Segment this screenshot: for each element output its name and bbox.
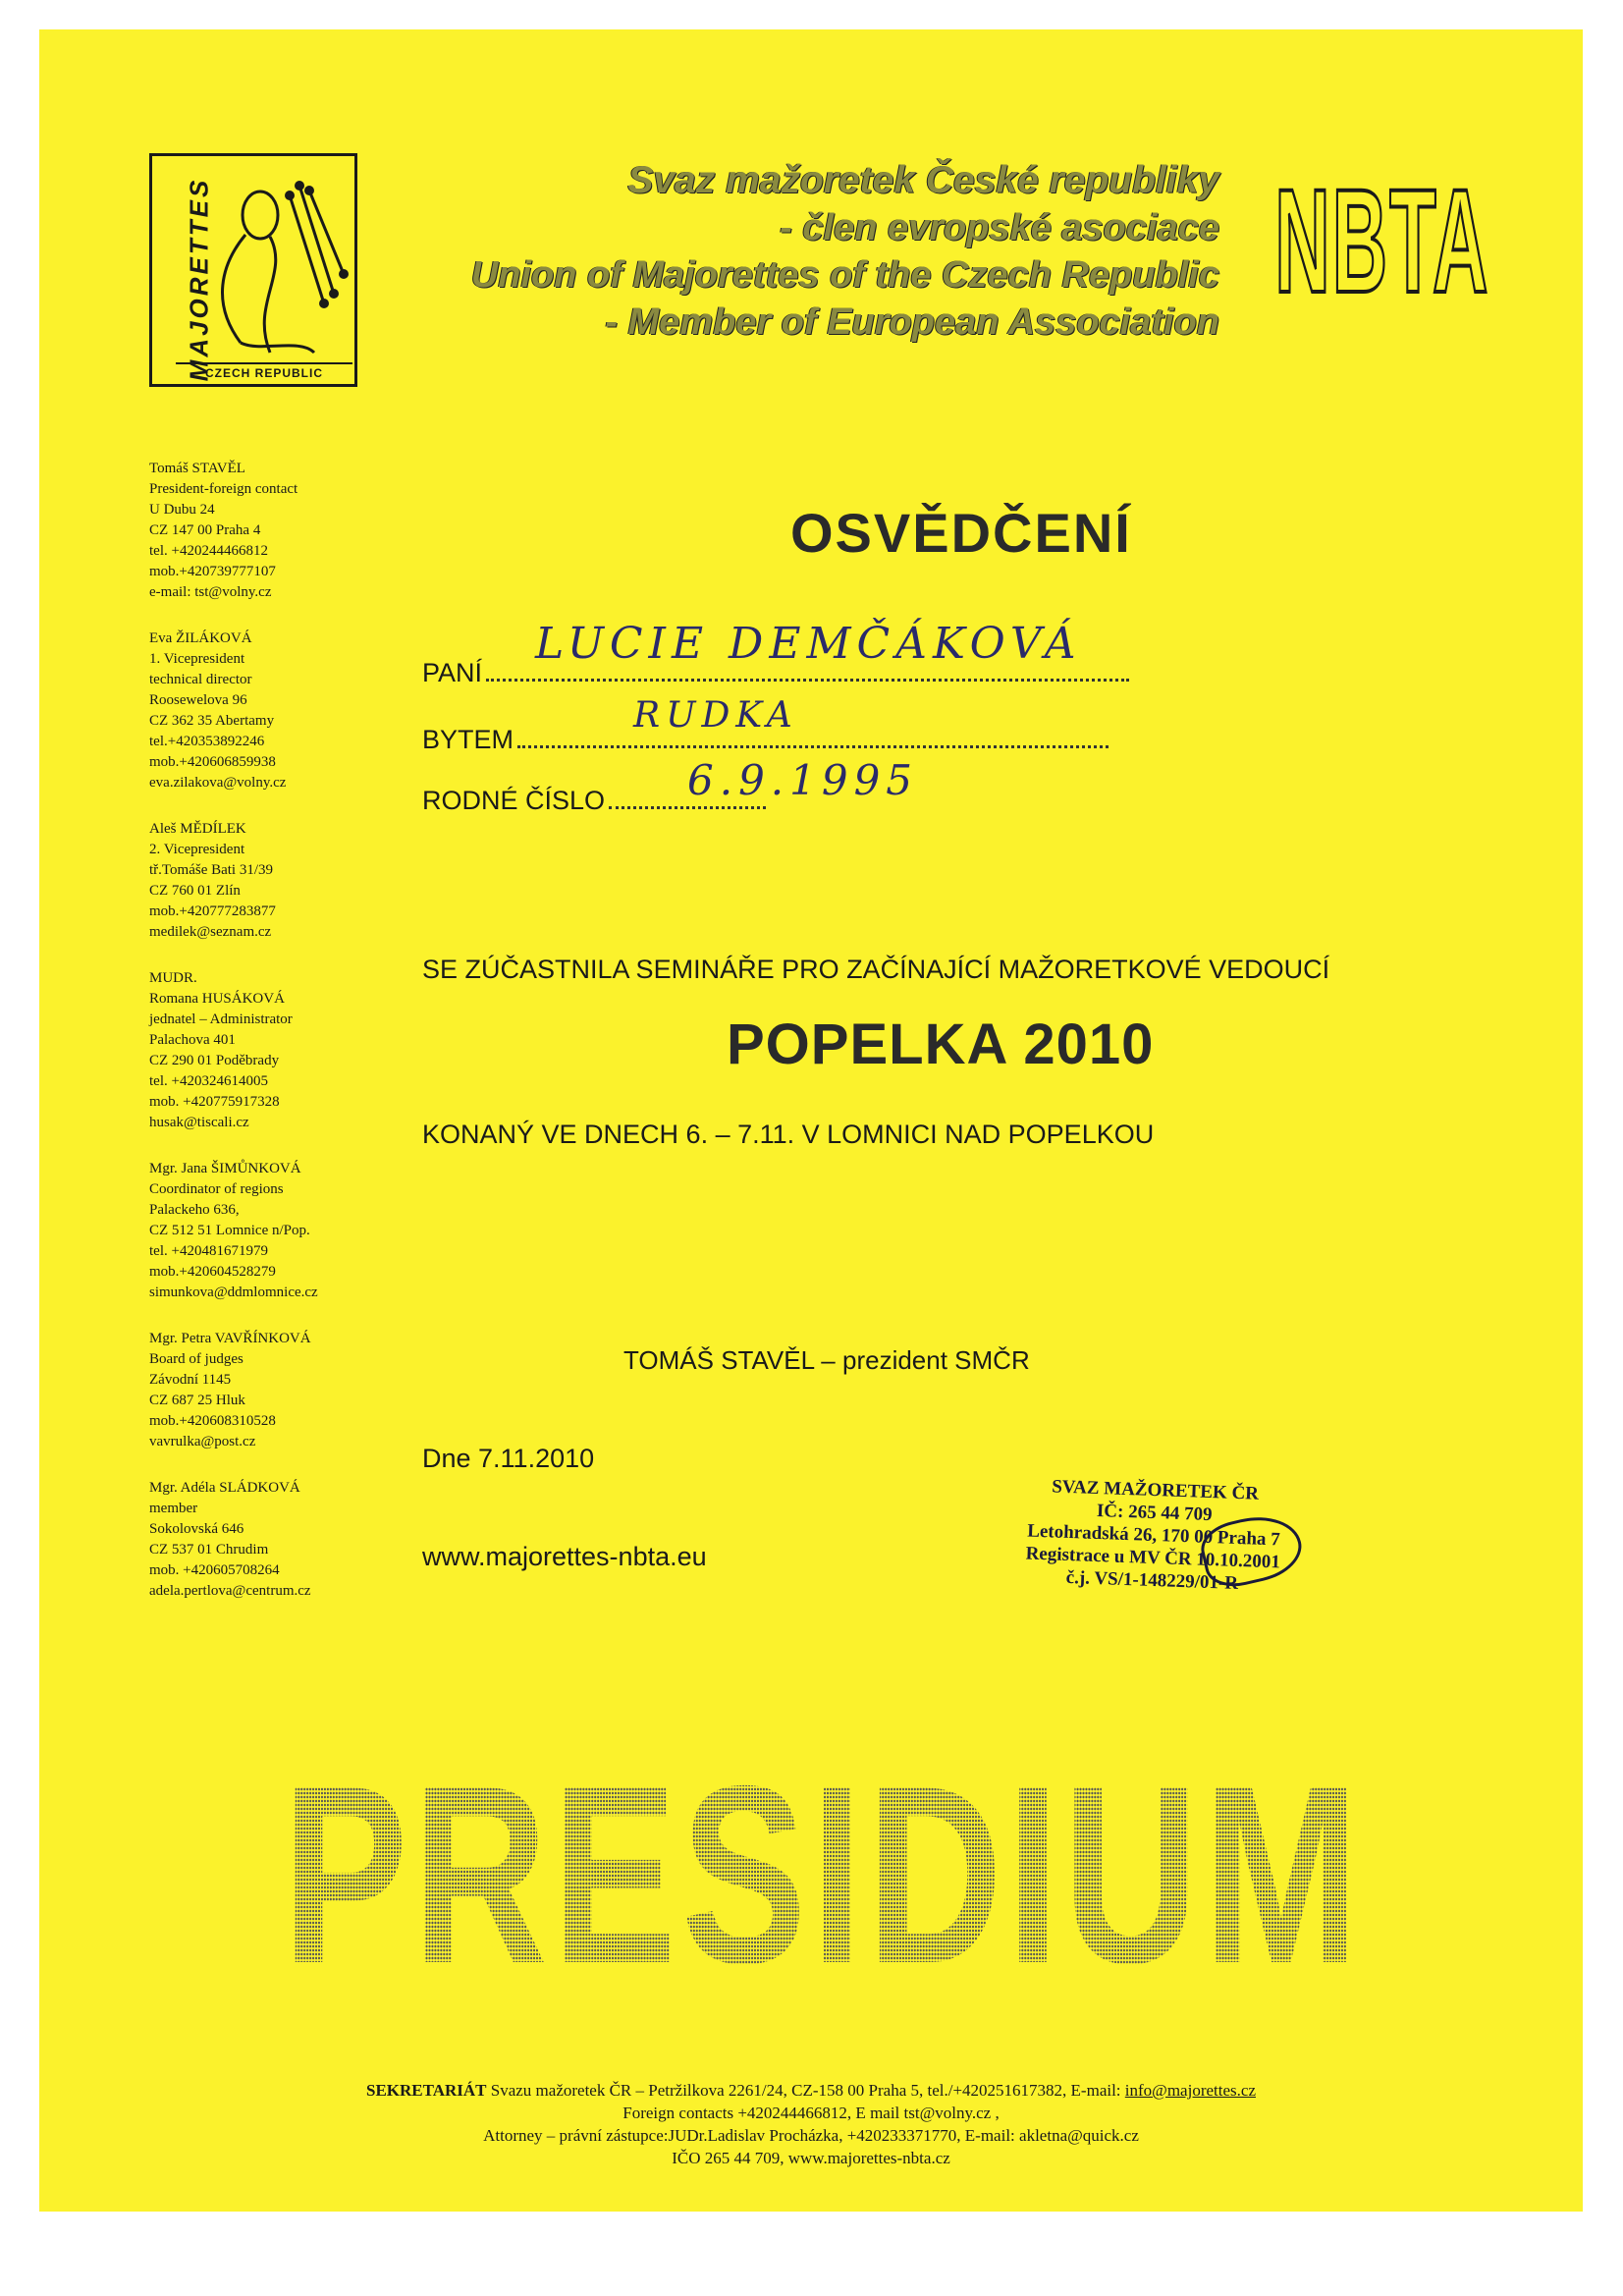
contact-line: Tomáš STAVĚL [149,461,245,476]
contact-block [149,1159,405,1303]
contact-line: Coordinator of regions [149,1181,284,1197]
contact-block [149,968,405,1133]
event-dates-text: KONANÝ VE DNECH 6. – 7.11. V LOMNICI NAD POPELKOU [422,1120,1155,1149]
nbta-badge: NBTA [1273,158,1489,323]
footer-email-link[interactable]: info@majorettes.cz [1124,2081,1256,2100]
contact-line: MUDR. [149,970,197,986]
header-line-4: - Member of European Association [605,301,1219,343]
contact-line: CZ 760 01 Zlín [149,883,241,899]
contact-line: simunkova@ddmlomnice.cz [149,1285,318,1300]
contact-line: tel. +420244466812 [149,543,268,559]
contact-line: tel. +420324614005 [149,1073,268,1089]
footer-line-1 [39,2079,1583,2102]
footer-label: SEKRETARIÁT [366,2081,487,2100]
contact-line: Mgr. Adéla SLÁDKOVÁ [149,1480,300,1496]
presidium-watermark: PRESIDIUM [283,1732,1364,2016]
footer [39,2079,1583,2169]
organization-header [471,157,1219,346]
footer-address: Svazu mažoretek ČR – Petržilkova 2261/24, CZ-158 00 Praha 5, tel./+420251617382, E-mail: [490,2081,1121,2100]
stamp-line: IČ: 265 44 709 [1096,1500,1213,1526]
contact-line: Závodní 1145 [149,1372,232,1388]
contact-line: Roosewelova 96 [149,692,247,708]
header-line-2: - člen evropské asociace [780,207,1219,248]
website-text: www.majorettes-nbta.eu [422,1542,707,1571]
contact-line: Board of judges [149,1351,243,1367]
stamp-line: č.j. VS/1-148229/01-R [1065,1566,1239,1595]
contact-line: Mgr. Petra VAVŘÍNKOVÁ [149,1331,311,1346]
contact-line: U Dubu 24 [149,502,215,518]
signatory-text: TOMÁŠ STAVĚL – prezident SMČR [623,1345,1030,1375]
contact-line: mob.+420777283877 [149,903,276,919]
contact-line: CZ 362 35 Abertamy [149,713,275,729]
dotted-line [517,745,1109,748]
contact-block [149,459,405,603]
footer-line-3: Attorney – právní zástupce:JUDr.Ladislav Procházka, +420233371770, E-mail: akletna@quick.cz [483,2126,1139,2145]
footer-line-4: IČO 265 44 709, www.majorettes-nbta.cz [672,2149,950,2167]
stamp-line: Registrace u MV ČR 10.10.2001 [1025,1543,1281,1573]
contact-line: tř.Tomáše Bati 31/39 [149,862,274,878]
contact-line: Mgr. Jana ŠIMŮNKOVÁ [149,1161,301,1176]
contact-line: adela.pertlova@centrum.cz [149,1583,311,1599]
certificate-title: OSVĚDČENÍ [790,502,1132,564]
contact-line: Eva ŽILÁKOVÁ [149,630,252,646]
rodne-cislo-handwritten-value: 6.9.1995 [687,756,919,804]
contact-line: Romana HUSÁKOVÁ [149,991,285,1007]
dotted-line [609,806,766,809]
contact-line: Sokolovská 646 [149,1521,244,1537]
logo-subtitle: CZECH REPUBLIC [176,362,352,380]
contact-line: jednatel – Administrator [149,1011,293,1027]
certificate-sheet [39,29,1583,2212]
contact-line: Palachova 401 [149,1032,236,1048]
contact-line: Aleš MĚDÍLEK [149,821,246,837]
contact-line: mob.+420608310528 [149,1413,276,1429]
official-stamp [990,1473,1318,1597]
contact-line: eva.zilakova@volny.cz [149,775,287,791]
footer-line-2: Foreign contacts +420244466812, E mail tst@volny.cz , [622,2104,1000,2122]
contact-line: technical director [149,672,252,687]
event-name: POPELKA 2010 [727,1012,1155,1076]
contact-line: President-foreign contact [149,481,298,497]
contact-line: member [149,1501,198,1516]
contact-block [149,1329,405,1452]
contact-line: mob. +420775917328 [149,1094,280,1110]
contact-line: CZ 687 25 Hluk [149,1393,245,1408]
issue-date: Dne 7.11.2010 [422,1444,595,1473]
rodne-cislo-label: RODNÉ ČÍSLO [422,786,606,815]
pani-label: PANÍ [422,658,483,687]
dotted-line [486,679,1129,682]
contact-line: mob.+420606859938 [149,754,276,770]
contact-line: mob. +420605708264 [149,1562,280,1578]
contact-block [149,629,405,793]
contact-line: CZ 147 00 Praha 4 [149,522,261,538]
contact-line: tel.+420353892246 [149,734,265,749]
contact-block [149,1478,405,1602]
contact-line: CZ 290 01 Poděbrady [149,1053,280,1068]
majorettes-logo [149,153,357,387]
bytem-label: BYTEM [422,725,514,754]
contact-line: mob.+420739777107 [149,564,276,579]
contact-line: CZ 537 01 Chrudim [149,1542,269,1558]
header-line-1: Svaz mažoretek České republiky [627,159,1219,201]
contact-line: tel. +420481671979 [149,1243,268,1259]
header-line-3: Union of Majorettes of the Czech Republic [470,254,1219,296]
contact-line: CZ 512 51 Lomnice n/Pop. [149,1223,310,1238]
logo-word: MAJORETTES [184,177,214,382]
contact-block [149,819,405,943]
bytem-handwritten-value: RUDKA [633,695,798,736]
majorette-figure-icon [152,156,354,384]
stamp-line: SVAZ MAŽORETEK ČR [1051,1476,1260,1504]
stamp-line: Letohradská 26, 170 00 Praha 7 [1026,1520,1281,1551]
contact-line: e-mail: tst@volny.cz [149,584,272,600]
participation-text: SE ZÚČASTNILA SEMINÁŘE PRO ZAČÍNAJÍCÍ MAŽORETKOVÉ VEDOUCÍ [422,955,1330,984]
contact-line: 1. Vicepresident [149,651,245,667]
contacts-sidebar [149,459,405,1627]
contact-line: mob.+420604528279 [149,1264,276,1280]
contact-line: husak@tiscali.cz [149,1115,249,1130]
contact-line: medilek@seznam.cz [149,924,272,940]
contact-line: Palackeho 636, [149,1202,240,1218]
contact-line: vavrulka@post.cz [149,1434,256,1449]
pani-handwritten-value: LUCIE DEMČÁKOVÁ [535,619,1082,669]
contact-line: 2. Vicepresident [149,842,245,857]
